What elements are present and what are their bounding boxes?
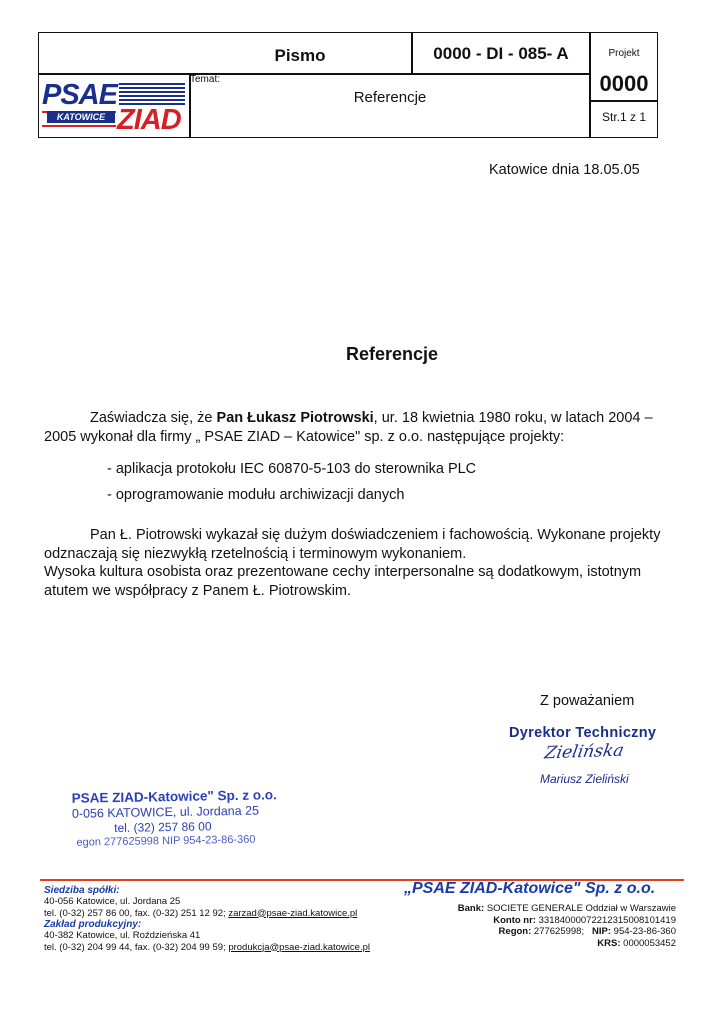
subject-label: Temat: bbox=[190, 74, 221, 85]
doc-number: 0000 - DI - 085- A bbox=[433, 44, 569, 63]
plant-address: 40-382 Katowice, ul. Roździeńska 41 bbox=[44, 930, 201, 941]
handwritten-signature: Zielińska bbox=[542, 740, 626, 764]
paragraph-1-intro: Zaświadcza się, że bbox=[90, 410, 217, 426]
plant-phone: tel. (0-32) 204 99 44, fax. (0-32) 204 99 59; bbox=[44, 941, 229, 953]
document-header bbox=[38, 32, 658, 138]
paragraph-1-rest: , ur. 18 kwietnia 1980 roku, w latach 2004 – bbox=[373, 410, 653, 426]
logo-katowice-text: KATOWICE bbox=[47, 111, 115, 123]
project-item: - aplikacja protokołu IEC 60870-5-103 do sterownika PLC bbox=[107, 461, 477, 477]
paragraph-2-line: Wysoka kultura osobista oraz prezentowane cechy interpersonalne są dodatkowym, istotnym bbox=[44, 564, 642, 580]
stamp-line: PSAE ZIAD-Katowice" Sp. z o.o. bbox=[71, 787, 277, 806]
konto-row: Konto nr: 33184000072212315008101419 bbox=[493, 914, 676, 926]
stamp-line: 0-056 KATOWICE, ul. Jordana 25 bbox=[71, 803, 260, 821]
footer-company-name: „PSAE ZIAD-Katowice" Sp. z o.o. bbox=[404, 880, 656, 897]
hq-address: 40-056 Katowice, ul. Jordana 25 bbox=[44, 896, 181, 907]
company-logo bbox=[39, 75, 189, 137]
closing-greeting: Z poważaniem bbox=[540, 693, 635, 709]
page-info: Str.1 z 1 bbox=[601, 110, 647, 124]
footer-left bbox=[44, 885, 404, 953]
hq-label: Siedziba spółki: bbox=[44, 885, 120, 896]
hq-phone: tel. (0-32) 257 86 00, fax. (0-32) 251 12 92; bbox=[44, 907, 229, 919]
subject-value: Referencje bbox=[353, 89, 427, 106]
paragraph-2-line: odznaczają się niezwykłą rzetelnością i terminowym wykonaniem. bbox=[44, 546, 467, 562]
footer-bank-details bbox=[420, 903, 676, 949]
krs-row: KRS: 0000053452 bbox=[597, 937, 676, 949]
project-number: 0000 bbox=[599, 71, 649, 96]
hq-contact bbox=[44, 908, 404, 920]
stamp-line: tel. (32) 257 86 00 bbox=[114, 819, 212, 836]
stamp-line: egon 277625998 NIP 954-23-86-360 bbox=[76, 833, 256, 849]
plant-contact bbox=[44, 942, 404, 954]
signer-role: Dyrektor Techniczny bbox=[509, 725, 657, 741]
logo-psae-text: PSAE bbox=[42, 79, 117, 111]
bank-row: Bank: SOCIETE GENERALE Oddział w Warszawie bbox=[457, 903, 676, 914]
project-label: Projekt bbox=[608, 48, 640, 59]
plant-email-link[interactable]: produkcja@psae-ziad.katowice.pl bbox=[228, 941, 370, 953]
signer-name: Mariusz Zieliński bbox=[540, 772, 629, 786]
hq-email-link[interactable]: zarzad@psae-ziad.katowice.pl bbox=[228, 907, 358, 919]
candidate-name: Pan Łukasz Piotrowski bbox=[216, 410, 374, 426]
date-line: Katowice dnia 18.05.05 bbox=[489, 162, 640, 178]
paragraph-1-line-2: 2005 wykonał dla firmy „ PSAE ZIAD – Katowice" sp. z o.o. następujące projekty: bbox=[44, 429, 565, 445]
company-stamp bbox=[72, 787, 278, 849]
logo-ziad-text: ZIAD bbox=[117, 104, 181, 136]
plant-label: Zakład produkcyjny: bbox=[44, 919, 142, 930]
letter-title: Referencje bbox=[346, 344, 439, 364]
regon-nip-row: Regon: 277625998; NIP: 954-23-86-360 bbox=[498, 926, 676, 937]
doc-type: Pismo bbox=[274, 46, 326, 65]
paragraph-2-line: atutem we współpracy z Panem Ł. Piotrowskim. bbox=[44, 583, 352, 599]
paragraph-2-line: Pan Ł. Piotrowski wykazał się dużym doświadczeniem i fachowością. Wykonane projekty bbox=[90, 527, 661, 543]
project-item: - oprogramowanie modułu archiwizacji danych bbox=[107, 487, 405, 503]
paragraph-1-line-1 bbox=[90, 410, 653, 427]
